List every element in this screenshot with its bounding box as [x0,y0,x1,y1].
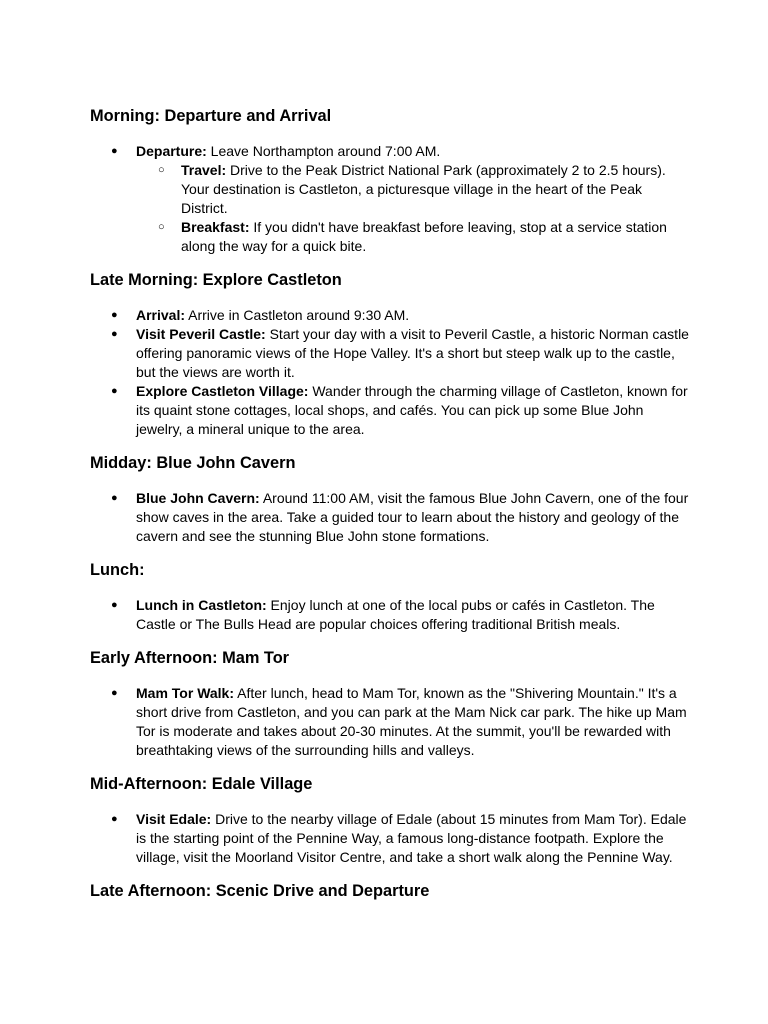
section-heading-midday: Midday: Blue John Cavern [90,454,296,472]
item-text: Drive to the nearby village of Edale (about 15 minutes from Mam Tor). Edale is the starting point of the Pennine Way, a famous long-distance footpath. Explore the village, visit the Moorland Visitor Centre, and take a short walk along the Pennine Way. [136,811,687,865]
midday-list [90,489,690,546]
item-text: Arrive in Castleton around 9:30 AM. [185,307,410,323]
lunch-list [90,596,690,634]
section-heading-morning: Morning: Departure and Arrival [90,107,332,125]
item-term: Breakfast: [181,219,250,235]
sublist-item [136,161,690,218]
item-text: Enjoy lunch at one of the local pubs or cafés in Castleton. The Castle or The Bulls Head are popular choices offering traditional British meals. [136,597,655,632]
item-text: Drive to the Peak District National Park (approximately 2 to 2.5 hours). Your destination is Castleton, a picturesque village in the heart of the Peak District. [181,162,666,216]
sublist-item [136,218,690,256]
section-heading-late-morning: Late Morning: Explore Castleton [90,271,342,289]
morning-list [90,142,690,256]
late-morning-list [90,306,690,439]
section-heading-mid-afternoon: Mid-Afternoon: Edale Village [90,775,313,793]
item-term: Blue John Cavern: [136,490,260,506]
list-item [90,684,690,760]
item-text: Wander through the charming village of Castleton, known for its quaint stone cottages, local shops, and cafés. You can pick up some Blue John jewelry, a mineral unique to the area. [136,383,688,437]
item-term: Visit Edale: [136,811,212,827]
sublist [136,161,690,256]
list-item [90,325,690,382]
item-term: Lunch in Castleton: [136,597,267,613]
item-text: Leave Northampton around 7:00 AM. [206,143,441,159]
item-text: Start your day with a visit to Peveril Castle, a historic Norman castle offering panoramic views of the Hope Valley. It's a short but steep walk up to the castle, but the views are worth it. [136,326,689,380]
early-afternoon-list [90,684,690,760]
section-heading-early-afternoon: Early Afternoon: Mam Tor [90,649,290,667]
item-term: Visit Peveril Castle: [136,326,266,342]
list-item [90,382,690,439]
list-item [90,596,690,634]
item-term: Arrival: [136,307,186,323]
list-item [90,489,690,546]
item-term: Explore Castleton Village: [136,383,309,399]
item-term: Travel: [181,162,227,178]
item-text: If you didn't have breakfast before leaving, stop at a service station along the way for a quick bite. [181,219,667,254]
item-text: Around 11:00 AM, visit the famous Blue John Cavern, one of the four show caves in the area. Take a guided tour to learn about the history and geology of the cavern and see the stunning Blue John stone formations. [136,490,689,544]
item-text: After lunch, head to Mam Tor, known as the "Shivering Mountain." It's a short drive from Castleton, and you can park at the Mam Nick car park. The hike up Mam Tor is moderate and takes about 20-30 minutes. At the summit, you'll be rewarded with breathtaking views of the surrounding hills and valleys. [136,685,687,758]
section-heading-late-afternoon: Late Afternoon: Scenic Drive and Departure [90,882,430,900]
list-item [90,142,690,256]
section-heading-lunch: Lunch: [90,561,145,579]
itinerary-document [90,107,690,901]
list-item [90,306,690,325]
item-term: Mam Tor Walk: [136,685,235,701]
list-item [90,810,690,867]
mid-afternoon-list [90,810,690,867]
item-term: Departure: [136,143,207,159]
